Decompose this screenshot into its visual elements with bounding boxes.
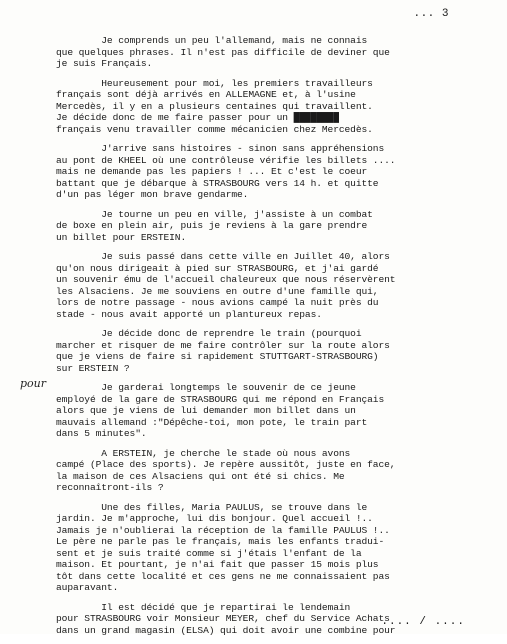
paragraph xyxy=(56,35,476,70)
text-line: Je décide donc de me faire passer pour un ████████ xyxy=(56,112,339,123)
text-line: un billet pour ERSTEIN. xyxy=(56,231,187,243)
text-line: Une des filles, Maria PAULUS, se trouve dans le xyxy=(56,501,368,513)
continuation-marker: .... / .... xyxy=(381,616,465,628)
paragraph xyxy=(56,143,476,201)
text-line: maison. Et pourtant, je n'ai fait que passer 15 mois plus xyxy=(56,559,379,570)
text-line: Je suis passé dans cette ville en Juillet 40, alors xyxy=(56,251,390,262)
text-line: employé de la gare de STRASBOURG qui me répond en Français xyxy=(56,393,385,405)
paragraph xyxy=(56,502,476,594)
handwritten-margin-note: pour xyxy=(20,377,47,390)
text-line: Je tourne un peu en ville, j'assiste à un combat xyxy=(56,208,373,220)
text-line: tôt dans cette localité et ces gens ne me connaissaient pas xyxy=(56,570,390,582)
text-line: un souvenir ému de l'accueil chaleureux que nous réservèrent xyxy=(56,274,396,285)
text-line: français venu travailler comme mécanicien chez Mercedès. xyxy=(56,123,373,135)
text-line: Mercedès, il y en a plusieurs centaines qui travaillent. xyxy=(56,100,373,112)
text-line: pour STRASBOURG voir Monsieur MEYER, chef du Service Achats xyxy=(56,613,390,624)
text-line: qu'on nous dirigeait à pied sur STRASBOURG, et j'ai gardé xyxy=(56,262,379,274)
text-line: Il est décidé que je repartirai le lendemain xyxy=(56,601,351,613)
text-line: stade - nous avait apporté un plantureux repas. xyxy=(56,308,322,320)
text-line: A ERSTEIN, je cherche le stade où nous avons xyxy=(56,447,351,459)
text-line: Heureusement pour moi, les premiers travailleurs xyxy=(56,77,373,89)
text-line: que je viens de faire si rapidement STUTTGART-STRASBOURG) xyxy=(56,351,379,362)
text-line: je suis Français. xyxy=(56,58,153,69)
text-line: dans un grand magasin (ELSA) qui doit avoir une combine pour xyxy=(56,624,396,636)
text-line: campé (Place des sports). Je repère aussitôt, juste en face, xyxy=(56,459,396,470)
text-line: mauvais allemand :"Dépêche-toi, mon pote, le train part xyxy=(56,416,368,428)
text-line: d'un pas léger mon brave gendarme. xyxy=(56,189,249,200)
text-line: dans 5 minutes". xyxy=(56,428,147,439)
text-line: de boxe en plein air, puis je reviens à la gare prendre xyxy=(56,220,368,231)
text-line: sent et je suis traité comme si j'étais l'enfant de la xyxy=(56,547,362,559)
text-line: alors que je viens de lui demander mon billet dans un xyxy=(56,405,356,416)
page-number: ... 3 xyxy=(413,8,449,20)
text-line: Je décide donc de reprendre le train (pourquoi xyxy=(56,328,362,339)
text-line: Je garderai longtemps le souvenir de ce jeune xyxy=(56,382,356,393)
text-line: J'arrive sans histoires - sinon sans appréhensions xyxy=(56,143,385,154)
paragraph xyxy=(56,328,476,374)
text-line: Jamais je n'oublierai la réception de la famille PAULUS !.. xyxy=(56,524,390,536)
paragraph xyxy=(56,448,476,494)
text-line: que quelques phrases. Il n'est pas difficile de deviner que xyxy=(56,46,390,58)
paragraph xyxy=(56,209,476,244)
text-line: au pont de KHEEL où une contrôleuse vérifie les billets .... xyxy=(56,154,396,166)
paragraph xyxy=(56,78,476,136)
text-line: Le père ne parle pas le français, mais les enfants tradui- xyxy=(56,536,385,547)
text-line: marcher et risquer de me faire contrôler sur la route alors xyxy=(56,339,390,351)
text-line: lors de notre passage - nous avions campé la nuit près du xyxy=(56,297,379,308)
paragraph xyxy=(56,251,476,320)
text-line: sur ERSTEIN ? xyxy=(56,362,130,374)
paragraph xyxy=(56,382,476,440)
text-line: battant que je débarque à STRASBOURG vers 14 h. et quitte xyxy=(56,177,379,189)
text-line: auparavant. xyxy=(56,582,119,593)
text-line: reconnaîtront-ils ? xyxy=(56,482,164,493)
document-body xyxy=(56,35,476,644)
text-line: les Alsaciens. Je me souviens en outre d'une famille qui, xyxy=(56,285,379,297)
text-line: jardin. Je m'approche, lui dis bonjour. Quel accueil !.. xyxy=(56,513,373,524)
text-line: mais ne demande pas les papiers ! ... Et c'est le coeur xyxy=(56,166,368,177)
text-line: Je comprends un peu l'allemand, mais ne connais xyxy=(56,35,368,46)
text-line: la maison de ces Alsaciens qui ont été si chics. Me xyxy=(56,470,345,482)
text-line: français sont déjà arrivés en ALLEMAGNE et, à l'usine xyxy=(56,89,356,100)
